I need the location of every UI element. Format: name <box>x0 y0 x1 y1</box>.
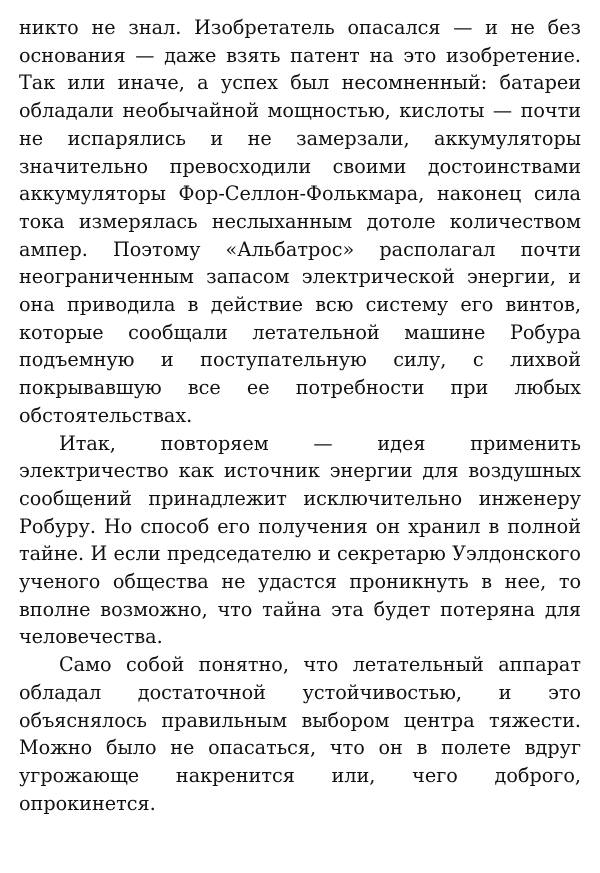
book-page <box>19 14 581 817</box>
paragraph-continued: никто не знал. Изобретатель опасался — и не без основания — даже взять патент на это изобретение. Так или иначе, а успех был несомненный: батареи обладали необычайной мощностью, кислоты — почти не испарялись и не замерзали, аккумуляторы значительно превосходили своими достоинствами аккумуляторы Фор-Селлон-Фолькмара, наконец сила тока измерялась неслыханным дотоле количеством ампер. Поэтому «Альбатрос» располагал почти неограниченным запасом электрической энергии, и она приводила в действие всю систему его винтов, которые сообщали летательной машине Робура подъемную и поступательную силу, с лихвой покрывавшую все ее потребности при любых обстоятельствах. <box>19 16 581 427</box>
paragraph: Итак, повторяем — идея применить электричество как источник энергии для воздушных сообщений принадлежит исключительно инженеру Робуру. Но способ его получения он хранил в полной тайне. И если председателю и секретарю Уэлдонского ученого общества не удастся проникнуть в нее, то вполне возможно, что тайна эта будет потеряна для человечества. <box>19 431 581 649</box>
paragraph: Само собой понятно, что летательный аппарат обладал достаточной устойчивостью, и это объяснялось правильным выбором центра тяжести. Можно было не опасаться, что он в полете вдруг угрожающе накренится или, чего доброго, опрокинется. <box>19 653 581 815</box>
